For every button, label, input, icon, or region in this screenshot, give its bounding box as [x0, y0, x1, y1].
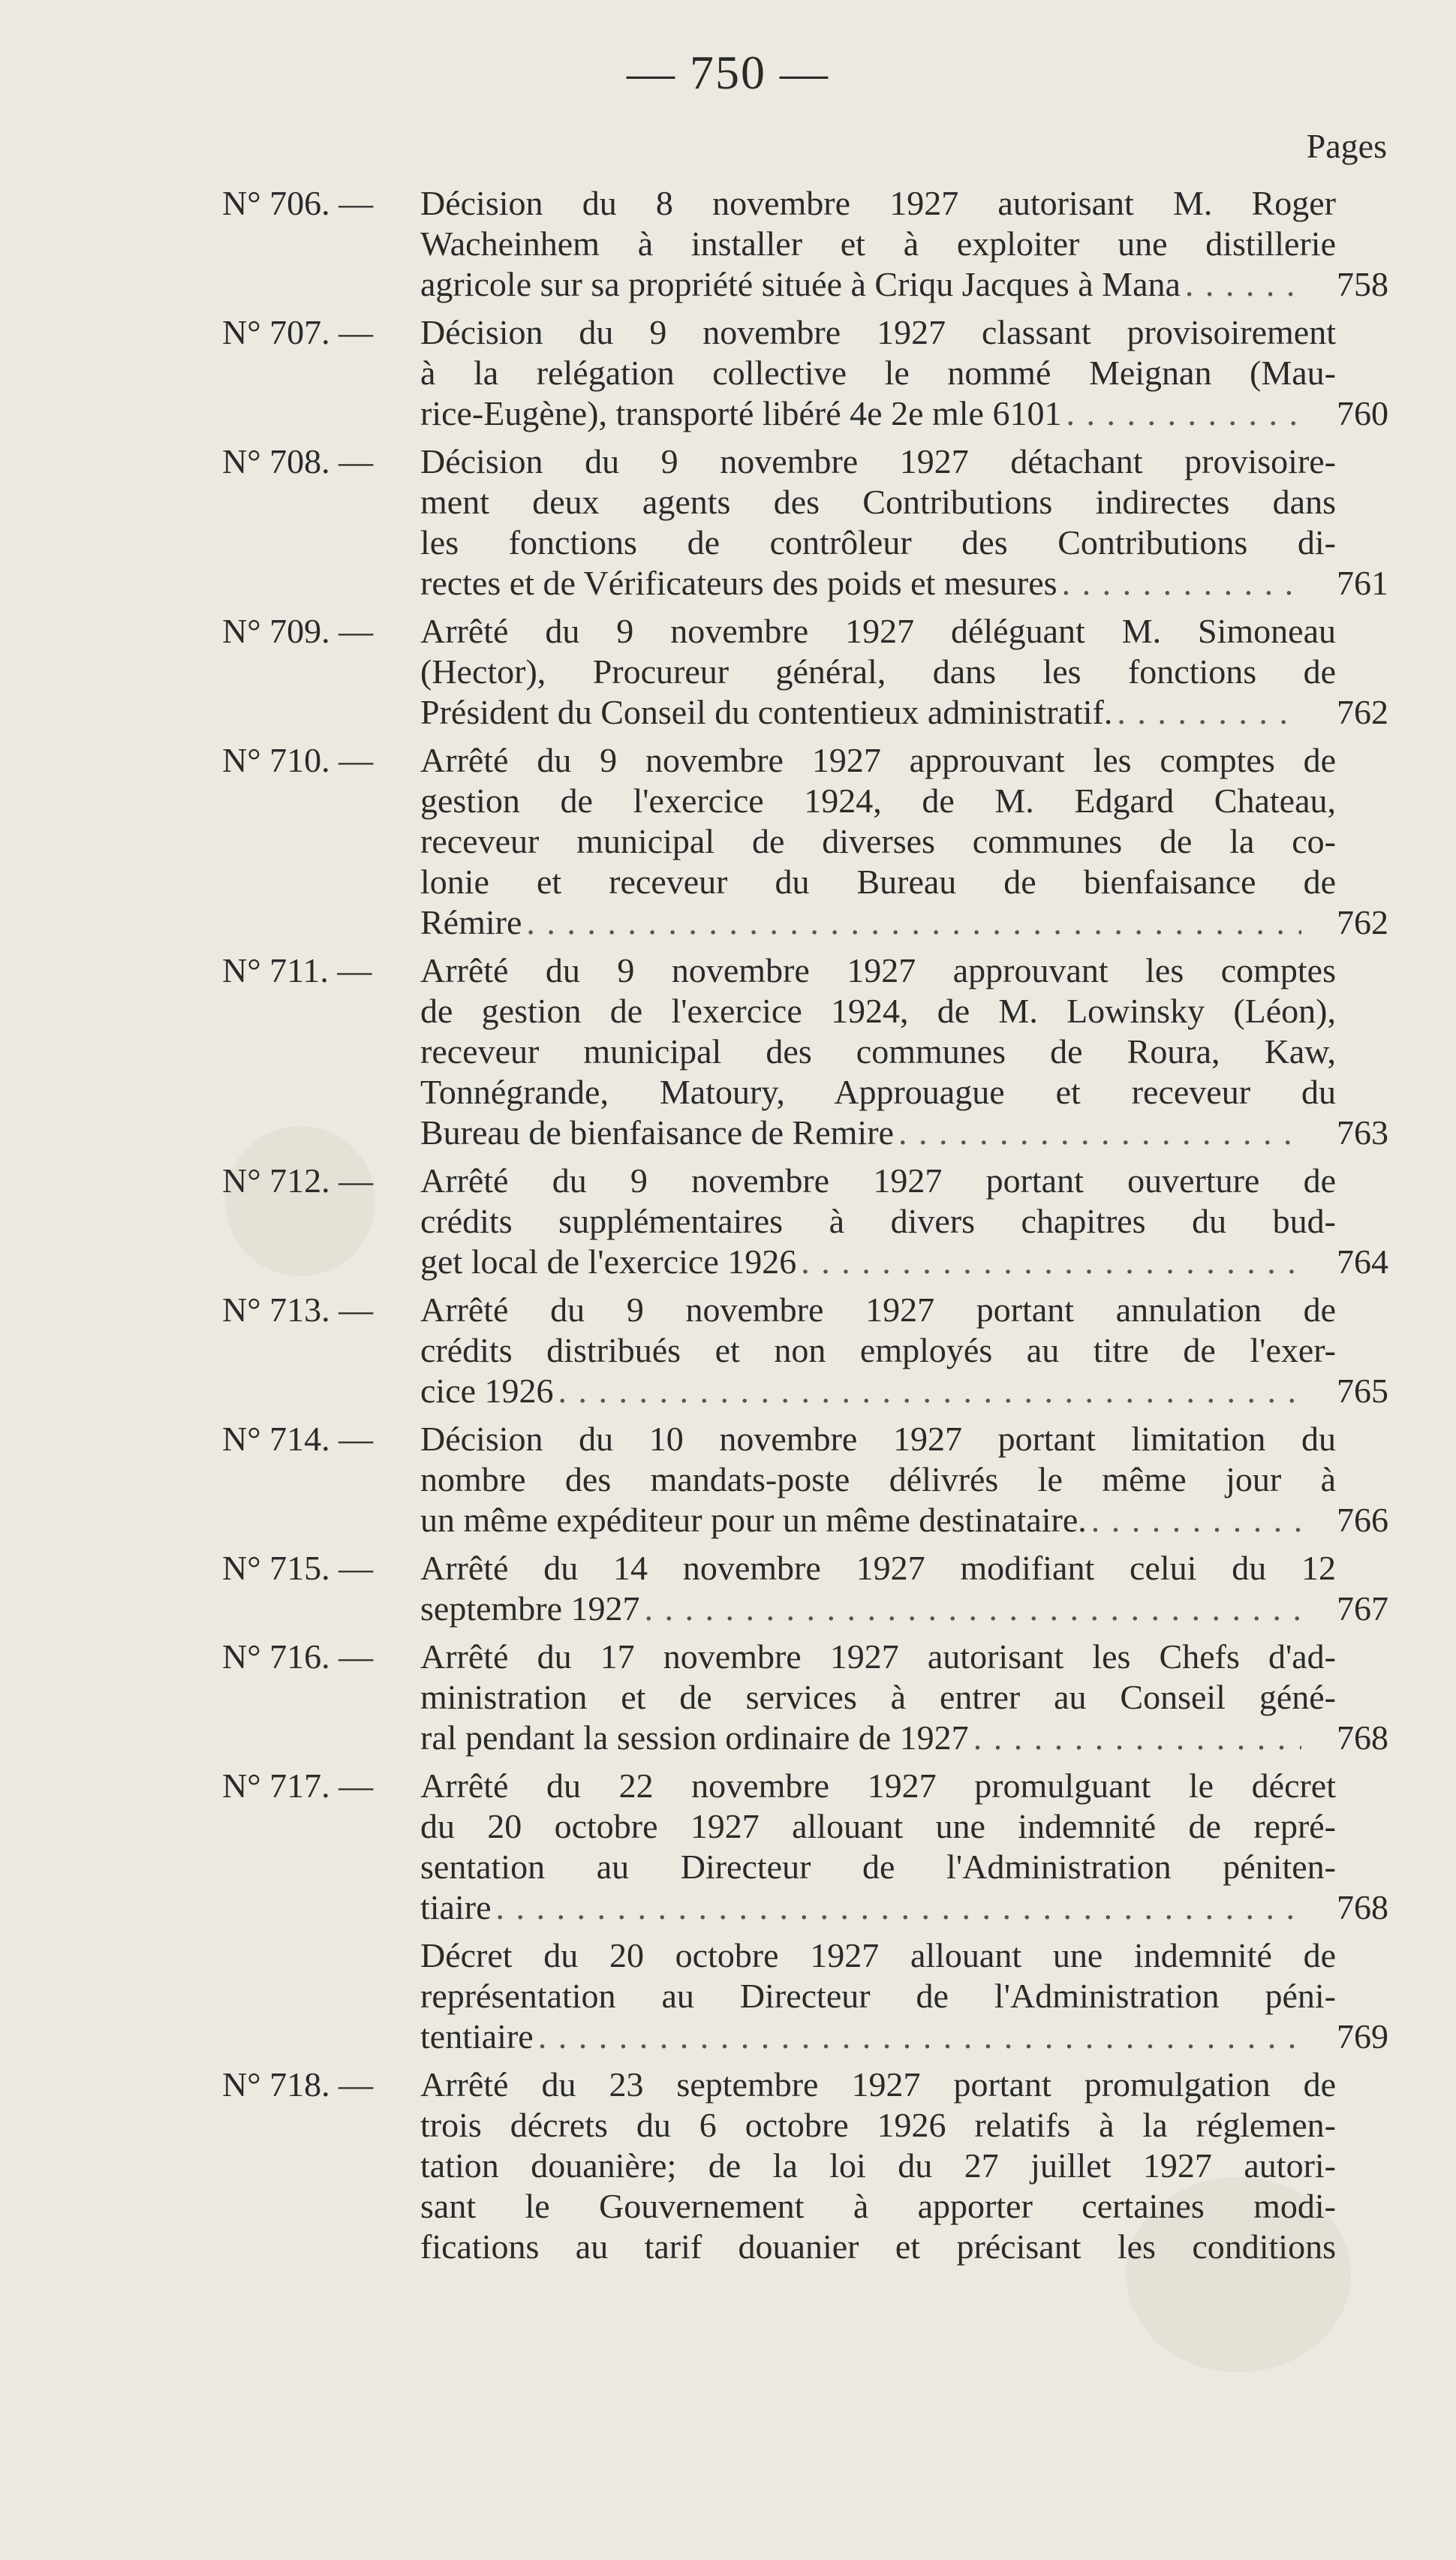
page-reference: 768 [1337, 1888, 1388, 1926]
entry-text: un même expéditeur pour un même destinataire. [420, 1501, 1087, 1539]
entry-line [420, 224, 1388, 264]
entry-body [420, 441, 1388, 604]
entry-line [420, 692, 1388, 733]
entry-text: get local de l'exercice 1926 [420, 1242, 797, 1281]
page-reference: 768 [1337, 1718, 1388, 1757]
entry-text: Wacheinhem à installer et à exploiter une distillerie [420, 224, 1336, 263]
entry-text: Rémire [420, 903, 522, 941]
entry-body [420, 183, 1388, 305]
entry-text: Arrêté du 9 novembre 1927 approuvant les comptes [420, 951, 1336, 989]
entry-number: N° 715. — [222, 1549, 374, 1587]
entry-text: Arrêté du 23 septembre 1927 portant promulgation de [420, 2065, 1336, 2104]
entry-line [420, 563, 1388, 604]
entry-text: crédits distribués et non employés au titre de l'exer- [420, 1331, 1336, 1369]
entry-line [420, 1459, 1388, 1500]
page-reference: 764 [1337, 1242, 1388, 1281]
dot-leader [973, 1718, 1301, 1758]
entry-line [420, 2065, 1388, 2105]
entry-text: ment deux agents des Contributions indirectes dans [420, 483, 1336, 521]
page-reference: 762 [1337, 693, 1388, 731]
toc-entry [0, 441, 1456, 604]
entry-text: Arrêté du 22 novembre 1927 promulguant le décret [420, 1766, 1336, 1805]
entry-text: Tonnégrande, Matoury, Approuague et receveur du [420, 1073, 1336, 1111]
dot-leader [1091, 1500, 1301, 1541]
entry-line [420, 2105, 1388, 2146]
entry-text: Arrêté du 9 novembre 1927 portant annulation de [420, 1291, 1336, 1329]
dot-leader [1185, 264, 1301, 305]
entry-body [420, 1548, 1388, 1629]
entry-line [420, 1032, 1388, 1072]
entry-number: N° 714. — [222, 1420, 374, 1458]
entry-line [420, 1290, 1388, 1330]
entry-number: N° 710. — [222, 741, 374, 779]
toc-entry [0, 183, 1456, 305]
entry-text: lonie et receveur du Bureau de bienfaisance de [420, 863, 1336, 901]
entry-text: de gestion de l'exercice 1924, de M. Lowinsky (Léon), [420, 992, 1336, 1030]
entry-text: Arrêté du 9 novembre 1927 portant ouverture de [420, 1161, 1336, 1200]
entry-number: N° 717. — [222, 1766, 374, 1805]
entry-text: trois décrets du 6 octobre 1926 relatifs à la réglemen- [420, 2106, 1336, 2144]
entry-line [420, 1637, 1388, 1677]
dot-leader [645, 1589, 1301, 1629]
entry-line [420, 2186, 1388, 2227]
entry-line [420, 264, 1388, 305]
entry-text: septembre 1927 [420, 1589, 640, 1628]
entry-text: Décision du 9 novembre 1927 détachant provisoire- [420, 442, 1336, 480]
entry-text: rectes et de Vérificateurs des poids et mesures [420, 564, 1057, 602]
page-number: — 750 — [627, 46, 829, 99]
dot-leader [538, 2016, 1301, 2057]
entry-line [420, 441, 1388, 482]
entry-number: N° 716. — [222, 1637, 374, 1676]
dot-leader [801, 1242, 1301, 1282]
entry-line [420, 2146, 1388, 2186]
entry-line [420, 2227, 1388, 2267]
entry-line [420, 1113, 1388, 1153]
page-reference: 767 [1337, 1589, 1388, 1628]
entry-body [420, 1935, 1388, 2057]
entry-line [420, 183, 1388, 224]
entry-line [420, 1935, 1388, 1976]
entry-text: Président du Conseil du contentieux administratif. [420, 693, 1113, 731]
entry-line [420, 821, 1388, 862]
entry-text: rice-Eugène), transporté libéré 4e 2e mle 6101 [420, 394, 1062, 432]
entry-line [420, 353, 1388, 393]
entry-line [420, 1500, 1388, 1541]
toc-entry [0, 312, 1456, 434]
entry-line [420, 740, 1388, 781]
toc-entry [0, 740, 1456, 943]
entry-text: les fonctions de contrôleur des Contributions di- [420, 523, 1336, 562]
dot-leader [558, 1371, 1301, 1411]
entry-line [420, 1548, 1388, 1589]
page-reference: 758 [1337, 265, 1388, 303]
entry-line [420, 1766, 1388, 1806]
toc-entry [0, 1766, 1456, 1928]
dot-leader [526, 902, 1301, 943]
entry-line [420, 2016, 1388, 2057]
entry-line [420, 523, 1388, 563]
entry-text: receveur municipal de diverses communes de la co- [420, 822, 1336, 860]
entry-text: tation douanière; de la loi du 27 juillet 1927 autori- [420, 2146, 1336, 2185]
entry-line [420, 1371, 1388, 1411]
page-reference: 769 [1337, 2017, 1388, 2056]
toc-entry [0, 1161, 1456, 1282]
entry-line [420, 862, 1388, 902]
toc-entry [0, 611, 1456, 733]
entry-text: Bureau de bienfaisance de Remire [420, 1113, 894, 1152]
page-reference: 762 [1337, 903, 1388, 941]
entry-line [420, 482, 1388, 523]
page-reference: 763 [1337, 1113, 1388, 1152]
entry-text: cice 1926 [420, 1372, 554, 1410]
entry-line [420, 1201, 1388, 1242]
entry-number: N° 713. — [222, 1291, 374, 1329]
entry-body [420, 1637, 1388, 1758]
toc-entry [0, 1548, 1456, 1629]
entry-text: représentation au Directeur de l'Administration péni- [420, 1977, 1336, 2015]
entry-line [420, 902, 1388, 943]
entry-text: agricole sur sa propriété située à Criqu Jacques à Mana [420, 265, 1181, 303]
entry-line [420, 1677, 1388, 1718]
pages-column-header: Pages [1306, 127, 1387, 165]
entry-body [420, 1766, 1388, 1928]
entry-body [420, 740, 1388, 943]
entry-text: tentiaire [420, 2017, 534, 2056]
dot-leader [1066, 393, 1301, 434]
entry-line [420, 1330, 1388, 1371]
entry-line [420, 393, 1388, 434]
entry-text: Arrêté du 9 novembre 1927 déléguant M. Simoneau [420, 612, 1336, 650]
entry-line [420, 1161, 1388, 1201]
entry-body [420, 611, 1388, 733]
entry-text: Décision du 9 novembre 1927 classant provisoirement [420, 313, 1336, 351]
dot-leader [496, 1887, 1302, 1928]
entry-body [420, 2065, 1388, 2267]
entry-body [420, 1419, 1388, 1541]
entry-number: N° 709. — [222, 612, 374, 650]
entry-number: N° 706. — [222, 184, 374, 222]
entry-text: Décret du 20 octobre 1927 allouant une indemnité de [420, 1936, 1336, 1974]
page-reference: 766 [1337, 1501, 1388, 1539]
entry-line [420, 950, 1388, 991]
entry-text: ministration et de services à entrer au Conseil géné- [420, 1678, 1336, 1716]
entry-line [420, 1976, 1388, 2016]
entry-text: tiaire [420, 1888, 492, 1926]
entry-text: (Hector), Procureur général, dans les fonctions de [420, 652, 1336, 691]
toc-entry [0, 1637, 1456, 1758]
entry-text: Décision du 8 novembre 1927 autorisant M. Roger [420, 184, 1336, 222]
entry-line [420, 781, 1388, 821]
entry-body [420, 950, 1388, 1153]
page-reference: 760 [1337, 394, 1388, 432]
entry-body [420, 1161, 1388, 1282]
entry-line [420, 1419, 1388, 1459]
entry-text: sant le Gouvernement à apporter certaines modi- [420, 2187, 1336, 2225]
toc-entry [0, 1290, 1456, 1411]
toc-entry [0, 950, 1456, 1153]
entry-line [420, 652, 1388, 692]
entry-body [420, 1290, 1388, 1411]
entry-line [420, 991, 1388, 1032]
page-reference: 761 [1337, 564, 1388, 602]
entry-number: N° 708. — [222, 442, 374, 480]
dot-leader [898, 1113, 1301, 1153]
entry-text: crédits supplémentaires à divers chapitres du bud- [420, 1202, 1336, 1240]
entry-line [420, 611, 1388, 652]
entry-text: à la relégation collective le nommé Meignan (Mau- [420, 354, 1336, 392]
entry-text: ral pendant la session ordinaire de 1927 [420, 1718, 969, 1757]
entry-line [420, 1589, 1388, 1629]
entry-number: N° 718. — [222, 2065, 374, 2104]
entry-text: Décision du 10 novembre 1927 portant limitation du [420, 1420, 1336, 1458]
entry-number: N° 707. — [222, 313, 374, 351]
entry-text: Arrêté du 9 novembre 1927 approuvant les comptes de [420, 741, 1336, 779]
entry-text: Arrêté du 17 novembre 1927 autorisant les Chefs d'ad- [420, 1637, 1336, 1676]
entry-text: Arrêté du 14 novembre 1927 modifiant celui du 12 [420, 1549, 1336, 1587]
entry-text: nombre des mandats-poste délivrés le même jour à [420, 1460, 1336, 1498]
entry-number: N° 712. — [222, 1161, 374, 1200]
entry-line [420, 1242, 1388, 1282]
entry-line [420, 1847, 1388, 1887]
dot-leader [1062, 563, 1301, 604]
entry-text: fications au tarif douanier et précisant les conditions [420, 2227, 1336, 2266]
entry-line [420, 312, 1388, 353]
entry-line [420, 1806, 1388, 1847]
entry-text: gestion de l'exercice 1924, de M. Edgard Chateau, [420, 782, 1336, 820]
entry-line [420, 1887, 1388, 1928]
entry-body [420, 312, 1388, 434]
entry-number: N° 711. — [222, 951, 372, 989]
dot-leader [1117, 692, 1301, 733]
entry-text: du 20 octobre 1927 allouant une indemnité de repré- [420, 1807, 1336, 1845]
entry-line [420, 1072, 1388, 1113]
page-reference: 765 [1337, 1372, 1388, 1410]
entry-text: receveur municipal des communes de Roura, Kaw, [420, 1032, 1336, 1071]
toc-entry [0, 1419, 1456, 1541]
entry-line [420, 1718, 1388, 1758]
entry-text: sentation au Directeur de l'Administration péniten- [420, 1848, 1336, 1886]
